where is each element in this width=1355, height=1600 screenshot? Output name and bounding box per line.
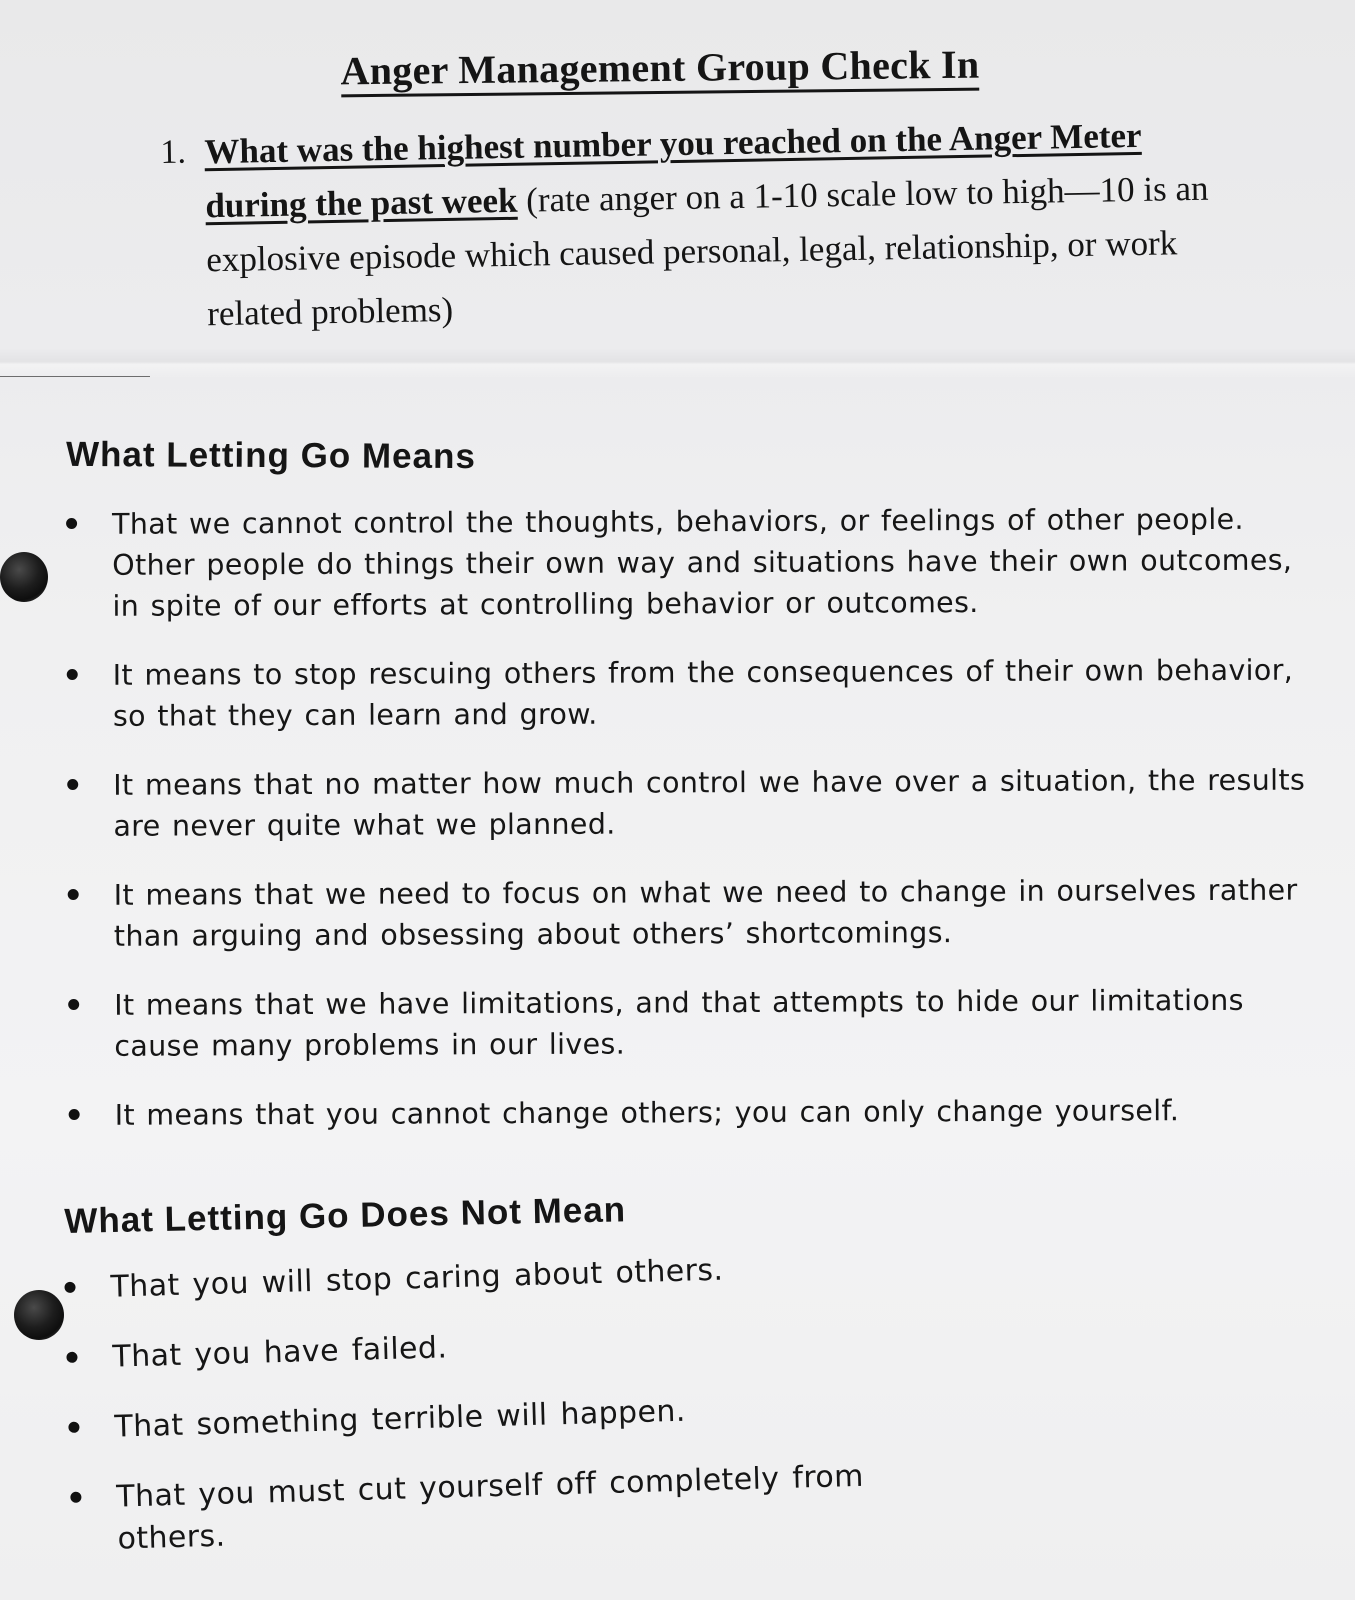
not-mean-list (64, 1243, 973, 1590)
list-item (67, 760, 1313, 847)
page-title-text: Anger Management Group Check In (340, 42, 979, 98)
bullet-icon (68, 999, 79, 1010)
bullet-icon (68, 889, 79, 900)
list-item-text: That we cannot control the thoughts, behaviors, or feelings of other people. Other people do things their own way and situations have their own outcomes, in spite of our efforts at controlling behavior or outcomes. (112, 502, 1293, 623)
list-item (66, 499, 1313, 627)
list-item (68, 980, 1314, 1067)
means-list (66, 499, 1315, 1164)
section-heading-means: What Letting Go Means (65, 434, 476, 477)
fold-edge-line (0, 376, 150, 377)
list-item-text: It means that we have limitations, and that attempts to hide our limitations cause many problems in our lives. (114, 983, 1244, 1063)
list-item (68, 1383, 969, 1450)
list-item-text: That you have failed. (112, 1330, 448, 1375)
list-item-text: It means to stop rescuing others from the consequences of their own behavior, so that they can learn and grow. (112, 653, 1294, 733)
question-number: 1. (160, 133, 187, 171)
list-item (70, 1453, 972, 1562)
list-item-text: That you will stop caring about others. (110, 1252, 724, 1305)
list-item-text: That you must cut yourself off completely from others. (115, 1458, 865, 1557)
paper-fold (0, 348, 1355, 378)
list-item (67, 650, 1313, 737)
question-rest-text: (rate anger on a 1-10 scale low to high—10 is an explosive episode which caused personal, legal, relationship, or work related problems) (206, 168, 1209, 334)
list-item (64, 1243, 965, 1310)
punch-hole-icon (0, 552, 48, 602)
question-body (204, 108, 1224, 342)
list-item (66, 1313, 967, 1380)
bullet-icon (67, 669, 78, 680)
list-item (68, 870, 1314, 957)
bullet-icon (66, 1352, 77, 1363)
list-item-text: It means that you cannot change others; you can only change yourself. (114, 1094, 1180, 1132)
bullet-icon (68, 1422, 79, 1433)
punch-hole-icon (14, 1290, 64, 1340)
list-item-text: That something terrible will happen. (113, 1393, 687, 1445)
page-title (0, 37, 1320, 98)
list-item-text: It means that no matter how much control we have over a situation, the results are never quite what we planned. (113, 763, 1306, 843)
bullet-icon (64, 1282, 75, 1293)
question-bold-text: What was the highest number you reached on the Anger Meter during the past week (204, 115, 1142, 226)
list-item-text: It means that we need to focus on what we need to change in ourselves rather than arguing and obsessing about others’ shortcomings. (113, 873, 1298, 953)
bullet-icon (67, 779, 78, 790)
list-item (69, 1090, 1315, 1136)
bullet-icon (69, 1109, 80, 1120)
question-1 (160, 108, 1224, 342)
section-heading-not-mean: What Letting Go Does Not Mean (64, 1190, 627, 1241)
bullet-icon (66, 518, 77, 529)
bullet-icon (70, 1492, 81, 1503)
